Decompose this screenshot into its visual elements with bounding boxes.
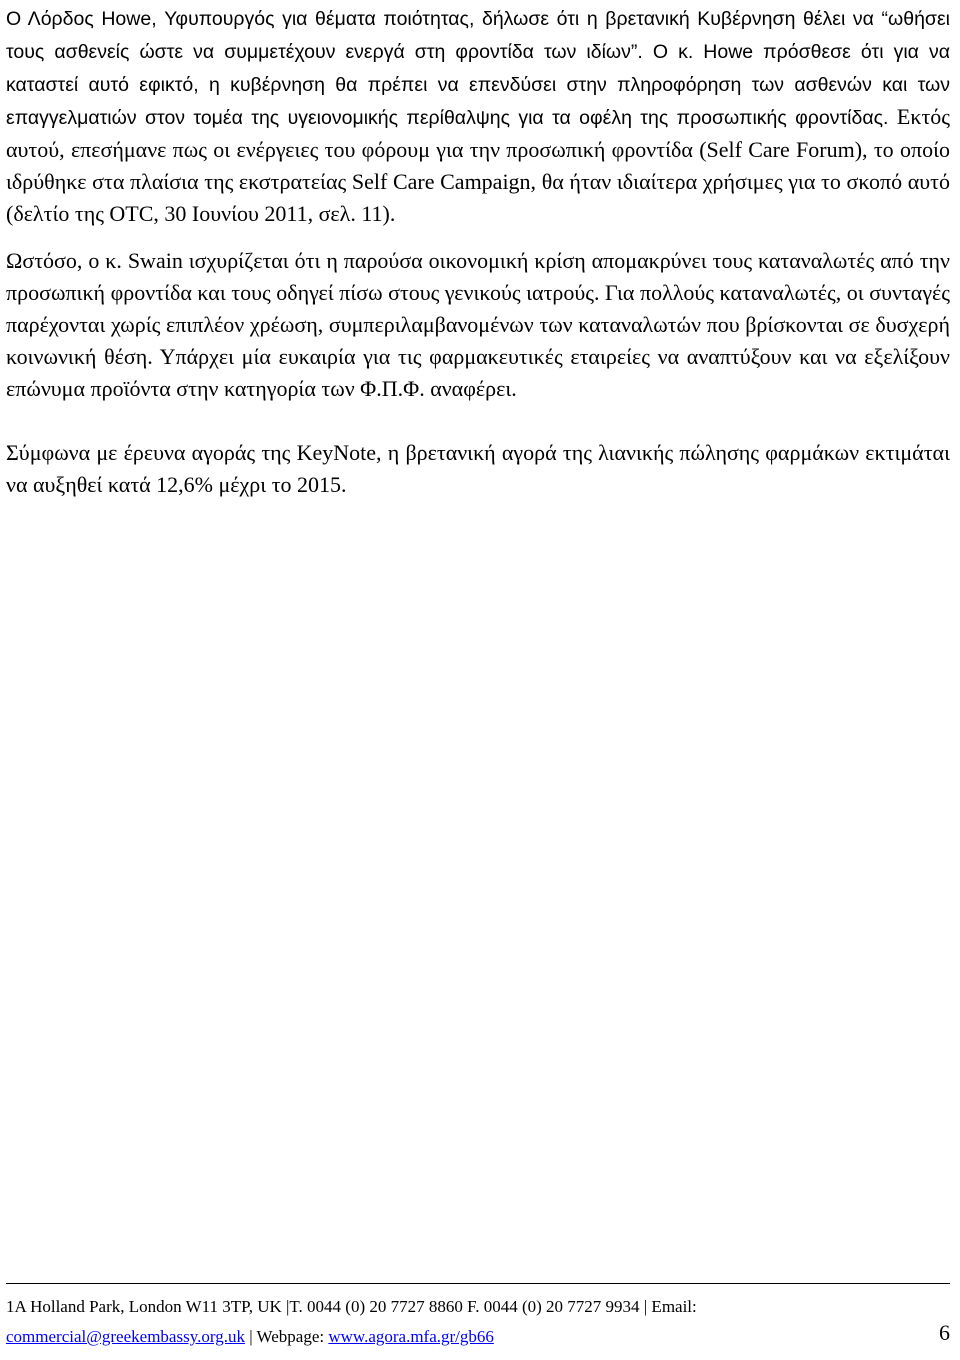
webpage-link[interactable]: www.agora.mfa.gr/gb66: [328, 1327, 494, 1346]
footer-separator: | Webpage:: [244, 1327, 329, 1346]
paragraph-3: Σύμφωνα με έρευνα αγοράς της KeyNote, η βρετανική αγορά της λιανικής πώλησης φαρμάκων εκτιμάται να αυξηθεί κατά 12,6% μέχρι το 2015.: [6, 440, 950, 497]
email-link[interactable]: commercial@greekembassy.org.uk: [6, 1327, 245, 1346]
footer-address: 1A Holland Park, London W11 3TP, UK |T. 0044 (0) 20 7727 8860 F. 0044 (0) 20 7727 9934 | Email:: [6, 1297, 697, 1316]
paragraph-2: Ωστόσο, ο κ. Swain ισχυρίζεται ότι η παρούσα οικονομική κρίση απομακρύνει τους καταναλωτές από την προσωπική φροντίδα και τους οδηγεί πίσω στους γενικούς ιατρούς. Για πολλούς καταναλωτές, οι συνταγές παρέχονται χωρίς επιπλέον χρέωση, συμπεριλαμβανομένων των καταναλωτών που βρίσκονται σε δυσχερή κοινωνική θέση. Υπάρχει μία ευκαιρία για τις φαρμακευτικές εταιρείες να αναπτύξουν και να εξελίξουν επώνυμα προϊόντα στην κατηγορία των Φ.Π.Φ. αναφέρει.: [6, 248, 950, 401]
paragraph-1-sans-text: Ο Λόρδος Howe, Υφυπουργός για θέματα ποιότητας, δήλωσε ότι η βρετανική Κυβέρνηση θέλει να “ωθήσει τους ασθενείς ώστε να συμμετέχουν ενεργά στη φροντίδα των ιδίων”. Ο κ. Howe πρόσθεσε ότι για να καταστεί αυτό εφικτό, η κυβέρνηση θα πρέπει να επενδύσει στην πληροφόρηση των ασθενών και των επαγγελματιών στον τομέα της υγειονομικής περίθαλψης για τα οφέλη της προσωπικής φροντίδας.: [6, 8, 950, 129]
paragraph-1-serif-text: Εκτός αυτού, επεσήμανε πως οι ενέργειες του φόρουμ για την προσωπική φροντίδα (Self Care Forum), το οποίο ιδρύθηκε στα πλαίσια της εκστρατείας Self Care Campaign, θα ήταν ιδιαίτερα χρήσιμες για το σκοπό αυτό (δελτίο της OTC, 30 Ιουνίου 2011, σελ. 11).: [6, 104, 951, 226]
footer-contact-line: [6, 1322, 950, 1352]
page-number: 6: [939, 1320, 950, 1345]
paragraph-1: [6, 2, 950, 230]
page-footer: [6, 1283, 950, 1352]
footer-divider: [6, 1283, 950, 1284]
body-content: [6, 2, 950, 501]
